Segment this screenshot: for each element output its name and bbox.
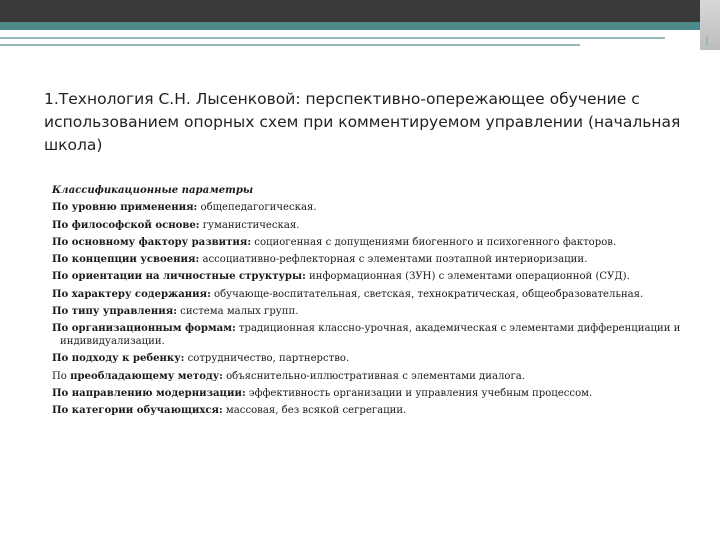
section-heading: Классификационные параметры <box>52 185 254 196</box>
header-line-top <box>0 37 665 39</box>
param-value: объяснительно-иллюстративная с элементами диалога. <box>222 370 526 382</box>
slide-title: 1.Технология С.Н. Лысенковой: перспективно-опережающее обучение с использованием опорных схем при комментируемом управлении (начальная школа) <box>44 90 681 154</box>
header-line-bottom <box>0 44 580 46</box>
param-label: По уровню применения: <box>52 202 198 214</box>
param-value: информационная (ЗУН) с элементами операционной (СУД). <box>305 271 630 283</box>
param-label: По концепции усвоения: <box>52 254 200 266</box>
param-row <box>52 320 692 350</box>
header-corner-block <box>700 0 720 50</box>
param-value: социогенная с допущениями биогенного и психогенного факторов. <box>251 236 617 248</box>
param-row <box>52 368 692 385</box>
param-prefix: По <box>52 370 71 382</box>
param-label: По характеру содержания: <box>52 288 211 300</box>
header-teal-band <box>0 22 720 30</box>
param-row <box>52 251 692 268</box>
param-label: По направлению модернизации: <box>52 387 246 399</box>
param-value: общепедагогическая. <box>197 202 317 214</box>
param-row <box>52 385 692 402</box>
param-value: гуманистическая. <box>199 219 300 231</box>
param-value: ассоциативно-рефлекторная с элементами поэтапной интериоризации. <box>199 254 588 266</box>
slide-body <box>52 182 692 420</box>
param-row <box>52 217 692 234</box>
param-row <box>52 234 692 251</box>
param-label: преобладающему методу: <box>70 370 223 382</box>
param-value: обучающе-воспитательная, светская, технократическая, общеобразовательная. <box>210 288 644 300</box>
param-value: система малых групп. <box>176 306 299 318</box>
param-row <box>52 268 692 285</box>
param-row <box>52 303 692 320</box>
param-label: По категории обучающихся: <box>52 405 223 417</box>
header-dark-band <box>0 0 720 22</box>
param-label: По типу управления: <box>52 306 177 318</box>
param-value: традиционная классно-урочная, академическая с элементами дифференциации и индивидуализации. <box>60 323 681 348</box>
param-label: По философской основе: <box>52 219 200 231</box>
param-value: массовая, без всякой сегрегации. <box>222 405 407 417</box>
param-row <box>52 350 692 367</box>
param-label: По подходу к ребенку: <box>52 353 185 365</box>
param-row <box>52 286 692 303</box>
param-row <box>52 402 692 419</box>
param-value: эффективность организации и управления учебным процессом. <box>245 387 593 399</box>
param-value: сотрудничество, партнерство. <box>184 353 350 365</box>
param-label: По основному фактору развития: <box>52 236 252 248</box>
header-corner-line <box>706 36 708 46</box>
param-row <box>52 199 692 216</box>
param-label: По организационным формам: <box>52 323 236 335</box>
param-label: По ориентации на личностные структуры: <box>52 271 306 283</box>
